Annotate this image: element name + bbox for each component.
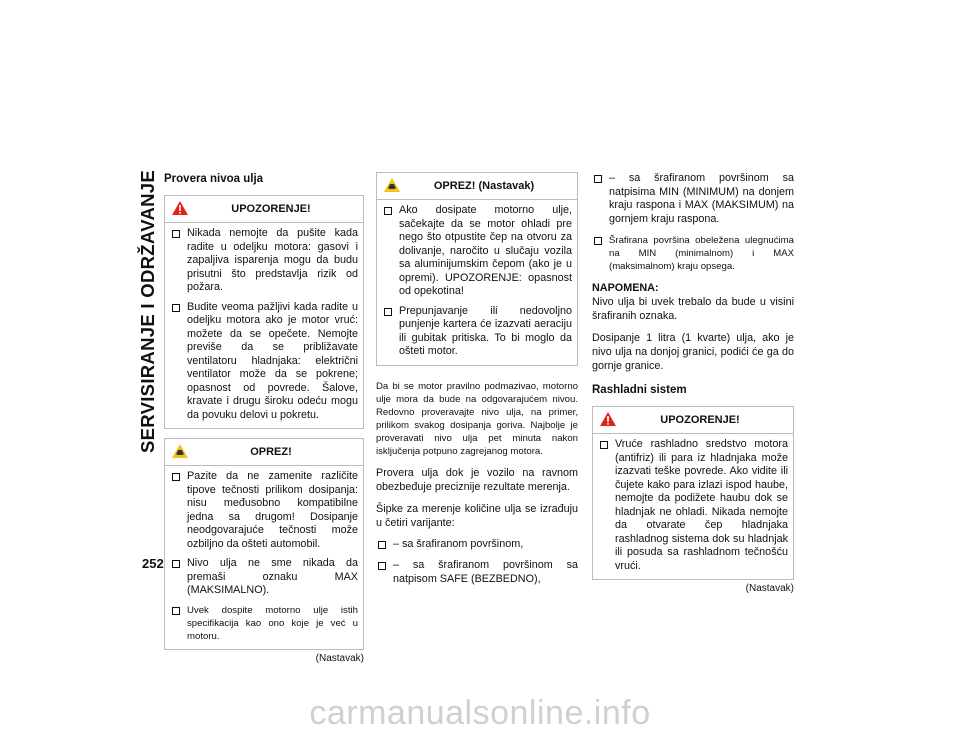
continued-label: (Nastavak) [745, 583, 794, 594]
bullet-square-icon [172, 473, 180, 481]
warning-title: UPOZORENJE! [660, 414, 740, 426]
column-3 [592, 172, 794, 596]
list-item: – sa šrafiranom površinom sa natpisima MIN (MINIMUM) na donjem kraju raspona i MAX (MAKSIMUM) na gornjem kraju raspona. [592, 172, 794, 226]
bullet-square-icon [172, 560, 180, 568]
list-item: Uvek dospite motorno ulje istih specifikacija kao ono koje je već u motoru. [170, 604, 358, 643]
caution-box-header [377, 173, 577, 200]
bullet-square-icon [172, 607, 180, 615]
dipstick-variant-list-continued [592, 172, 794, 273]
column-2 [376, 172, 578, 594]
continued-label: (Nastavak) [315, 652, 364, 664]
note-title: NAPOMENA: [592, 282, 659, 294]
caution-title: OPREZ! [250, 446, 292, 458]
bullet-square-icon [172, 230, 180, 238]
caution-box [164, 438, 364, 650]
list-item: Šrafirana površina obeležena ulegnućima na MIN (minimalnom) i MAX (maksimalnom) kraju opsega. [592, 234, 794, 273]
warning-box-header [165, 196, 363, 223]
bullet-square-icon [378, 562, 386, 570]
bullet-square-icon [594, 175, 602, 183]
caution-box-header [165, 439, 363, 466]
section-heading-oil-level: Provera nivoa ulja [164, 173, 264, 185]
chapter-side-title: SERVISIRANJE I ODRŽAVANJE [137, 170, 158, 454]
list-item: – sa šrafiranom površinom, [376, 538, 578, 552]
warning-box [592, 406, 794, 580]
caution-continued-title: OPREZ! (Nastavak) [433, 180, 535, 192]
warning-box-header [593, 407, 793, 434]
list-item: Pazite da ne zamenite različite tipove tečnosti prilikom dosipanja: nisu međusobno kompatibilne jedna sa drugom! Dosipanje neodgovarajuće tečnosti može ozbiljno da ošteti automobil. [170, 470, 358, 551]
caution-box-continued [376, 172, 578, 366]
page-number: 252 [142, 556, 164, 571]
warning-title: UPOZORENJE! [231, 203, 311, 215]
list-item: Nikada nemojte da pušite kada radite u odeljku motora: gasovi i zapaljiva isparenja mogu da budu prisutni što predstavlja rizik od požara. [170, 227, 358, 295]
paragraph-top-up: Dosipanje 1 litra (1 kvarte) ulja, ako je nivo ulja na donjoj granici, podići će ga do gornje granice. [592, 332, 794, 372]
list-item: Prepunjavanje ili nedovoljno punjenje kartera će izazvati aeraciju ili gubitak pritiska. To bi moglo da ošteti motor. [382, 305, 572, 359]
bullet-square-icon [600, 441, 608, 449]
bullet-square-icon [594, 237, 602, 245]
list-item: Ako dosipate motorno ulje, sačekajte da se motor ohladi pre nego što otpustite čep na otvoru za dolivanje, naročito u slučaju vozila sa aluminijumskim čepom (ako je u opremi). UPOZORENJE: opasnost od opekotina! [382, 204, 572, 299]
bullet-square-icon [384, 308, 392, 316]
list-item: – sa šrafiranom površinom sa natpisom SAFE (BEZBEDNO), [376, 559, 578, 586]
list-item: Vruće rashladno sredstvo motora (antifriz) ili para iz hladnjaka može izazvati teške povrede. Ako vidite ili čujete kako para izlazi ispod haube, nemojte da podižete haubu dok se hladnjak ne ohladi. Nikada nemojte da otvarate čep hladnjaka rashladnog sistema dok su hladnjak ili posuda sa rashladnom tečnošću vrući. [598, 438, 788, 573]
paragraph-oil-lubrication: Da bi se motor pravilno podmazivao, motorno ulje mora da bude na odgovarajućem nivou. Redovno proveravajte nivo ulja, na primer, prilikom svakog dosipanja goriva. Najbolje je proveravati nivo ulja pet minuta nakon isključenja potpuno zagrejanog motora. [376, 380, 578, 457]
dipstick-variant-list [376, 538, 578, 587]
paragraph-dipstick-variants: Šipke za merenje količine ulja se izrađuju u četiri varijante: [376, 502, 578, 529]
warning-box [164, 195, 364, 429]
watermark: carmanualsonline.info [309, 694, 651, 732]
paragraph-level-ground: Provera ulja dok je vozilo na ravnom obezbeđuje preciznije rezultate merenja. [376, 466, 578, 493]
list-item: Nivo ulja ne sme nikada da premaši oznaku MAX (MAKSIMALNO). [170, 557, 358, 598]
list-item: Budite veoma pažljivi kada radite u odeljku motora ako je motor vruć: možete da se opečete. Nemojte previše da se približavate ventilatoru hladnjaka: električni ventilator može da se pokrene; opasnost od povrede. Šalove, kravate i drugu široku odeću mogu da povuku delovi u pokretu. [170, 301, 358, 423]
bullet-square-icon [378, 541, 386, 549]
note-text: Nivo ulja bi uvek trebalo da bude u visini šrafiranih oznaka. [592, 296, 794, 322]
bullet-square-icon [384, 207, 392, 215]
bullet-square-icon [172, 304, 180, 312]
column-1 [164, 172, 364, 666]
section-heading-cooling-system: Rashladni sistem [592, 384, 687, 396]
